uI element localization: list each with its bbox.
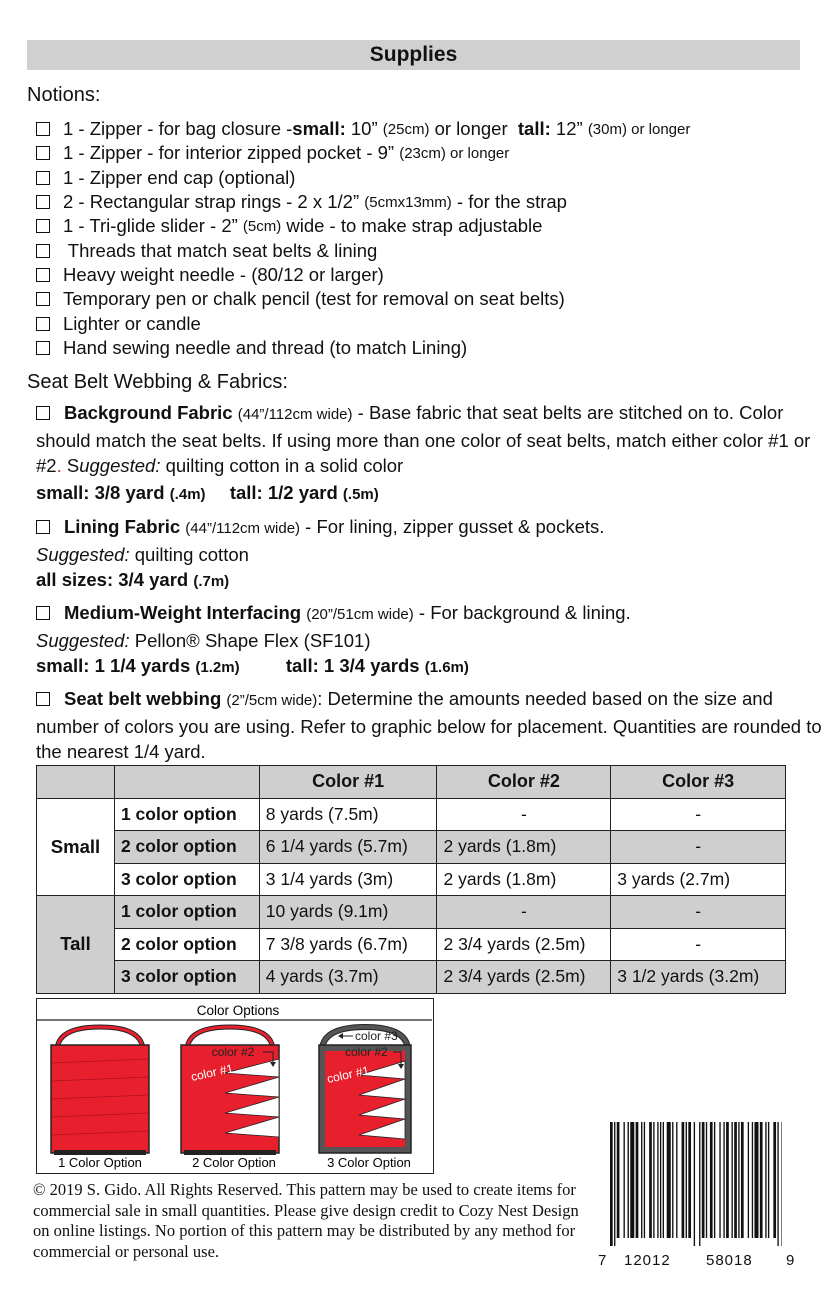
- bag-1-color-icon: [51, 1027, 149, 1155]
- table-row: 3 color option 3 1/4 yards (3m) 2 yards (1.8m) 3 yards (2.7m): [37, 863, 786, 896]
- page-title: Supplies: [369, 43, 458, 66]
- list-item: 1 - Zipper - for interior zipped pocket - 9” (23cm) or longer: [36, 141, 816, 165]
- webbing-name: Seat belt webbing: [64, 688, 222, 709]
- interfacing-name: Medium-Weight Interfacing: [64, 602, 302, 623]
- list-item: 1 - Zipper end cap (optional): [36, 166, 816, 190]
- notions-heading: Notions:: [27, 84, 101, 106]
- fabrics-heading: Seat Belt Webbing & Fabrics:: [27, 371, 288, 393]
- checkbox-icon[interactable]: [36, 606, 50, 620]
- barcode-digits-left: 12012: [624, 1252, 671, 1269]
- table-row: 3 color option 4 yards (3.7m) 2 3/4 yards (2.5m) 3 1/2 yards (3.2m): [37, 961, 786, 994]
- checkbox-icon[interactable]: [36, 146, 50, 160]
- bag-2-color-icon: [181, 1027, 279, 1155]
- list-item: Threads that match seat belts & lining: [36, 238, 816, 262]
- list-item: 1 - Tri-glide slider - 2” (5cm) wide - to make strap adjustable: [36, 214, 816, 238]
- table-row: Tall 1 color option 10 yards (9.1m) - -: [37, 896, 786, 929]
- color-2-label: color #2: [211, 1045, 255, 1059]
- barcode-digit: 9: [786, 1252, 795, 1269]
- checkbox-icon[interactable]: [36, 317, 50, 331]
- barcode-digits-right: 58018: [706, 1252, 753, 1269]
- lining-fabric-name: Lining Fabric: [64, 516, 181, 537]
- checkbox-icon[interactable]: [36, 520, 50, 534]
- checkbox-icon[interactable]: [36, 171, 50, 185]
- webbing-block: Seat belt webbing (2”/5cm wide): Determine the amounts needed based on the size and number of colors you are using. Refer to graphic below for placement. Quantities are rounded to the nearest 1/4 yard.: [36, 688, 822, 762]
- checkbox-icon[interactable]: [36, 122, 50, 136]
- table-header-row: [37, 766, 786, 799]
- group-label: Small: [37, 798, 115, 896]
- list-item: 1 - Zipper - for bag closure - small: 10” (25cm) or longer tall: 12” (30m) or longer: [36, 117, 816, 141]
- checkbox-icon[interactable]: [36, 244, 50, 258]
- checkbox-icon[interactable]: [36, 219, 50, 233]
- list-item: Temporary pen or chalk pencil (test for removal on seat belts): [36, 287, 816, 311]
- checkbox-icon[interactable]: [36, 268, 50, 282]
- column-header: Color #1: [259, 766, 437, 799]
- table-row: 2 color option 6 1/4 yards (5.7m) 2 yards (1.8m) -: [37, 831, 786, 864]
- checkbox-icon[interactable]: [36, 195, 50, 209]
- bag-3-color-icon: [319, 1027, 411, 1153]
- list-item: 2 - Rectangular strap rings - 2 x 1/2” (5cmx13mm) - for the strap: [36, 190, 816, 214]
- color-1-label: color #1: [189, 1061, 235, 1084]
- list-item: Hand sewing needle and thread (to match Lining): [36, 336, 816, 360]
- list-item: Heavy weight needle - (80/12 or larger): [36, 263, 816, 287]
- barcode-icon: [610, 1122, 782, 1246]
- list-item: Lighter or candle: [36, 311, 816, 335]
- caption-3: 3 Color Option: [327, 1155, 411, 1170]
- color-options-figure: [37, 999, 432, 1172]
- caption-1: 1 Color Option: [58, 1155, 142, 1170]
- title-bar: [27, 40, 800, 70]
- table-row: 2 color option 7 3/8 yards (6.7m) 2 3/4 yards (2.5m) -: [37, 928, 786, 961]
- checkbox-icon[interactable]: [36, 406, 50, 420]
- notions-list: [36, 117, 816, 360]
- webbing-quantity-table: [36, 765, 786, 994]
- diagram-title: Color Options: [196, 1003, 280, 1018]
- background-fabric-block: Background Fabric (44”/112cm wide) - Base fabric that seat belts are stitched on to. Color should match the seat belts. If using more than one color of seat belts, match either color #1 or #2. Suggested: quilting cotton in a solid color small: 3/8 yard (.4m) tall: 1/2 yard (.5m): [36, 402, 811, 503]
- caption-2: 2 Color Option: [192, 1155, 276, 1170]
- checkbox-icon[interactable]: [36, 341, 50, 355]
- color-2-label: color #2: [345, 1045, 388, 1059]
- table-row: Small 1 color option 8 yards (7.5m) - -: [37, 798, 786, 831]
- column-header: Color #2: [437, 766, 611, 799]
- barcode-digit: 7: [598, 1252, 607, 1269]
- group-label: Tall: [37, 896, 115, 994]
- color-1-label: color #1: [325, 1063, 371, 1086]
- color-3-label: color #3: [355, 1029, 398, 1043]
- lining-fabric-block: Lining Fabric (44”/112cm wide) - For lining, zipper gusset & pockets. Suggested: quilting cotton all sizes: 3/4 yard (.7m): [36, 516, 605, 590]
- column-header: Color #3: [611, 766, 786, 799]
- color-options-diagram: [36, 998, 434, 1174]
- checkbox-icon[interactable]: [36, 292, 50, 306]
- checkbox-icon[interactable]: [36, 692, 50, 706]
- background-fabric-name: Background Fabric: [64, 402, 233, 423]
- copyright-notice: © 2019 S. Gido. All Rights Reserved. This pattern may be used to create items for commercial sale in small quantities. Please give design credit to Cozy Nest Design on online listings. No portion of this pattern may be distributed by any method for commercial or personal use.: [33, 1180, 579, 1261]
- interfacing-block: Medium-Weight Interfacing (20”/51cm wide) - For background & lining. Suggested: Pellon® Shape Flex (SF101) small: 1 1/4 yards (1.2m) tall: 1 3/4 yards (1.6m): [36, 602, 631, 676]
